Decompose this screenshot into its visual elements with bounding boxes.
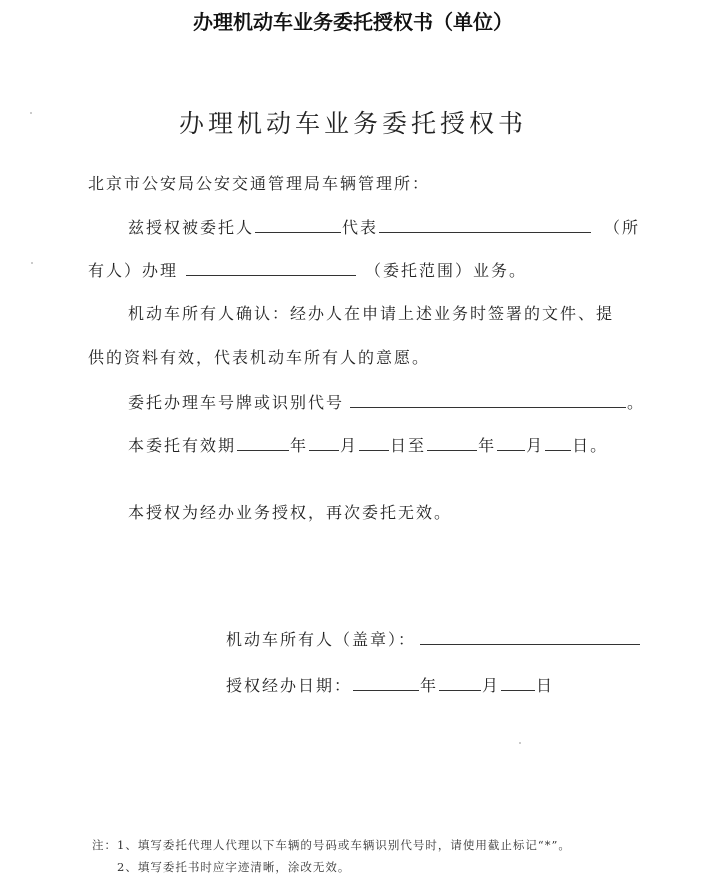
para1-suffix: （所 <box>604 218 641 237</box>
end-day-unit: 日。 <box>572 436 609 455</box>
date-year-unit: 年 <box>420 676 439 695</box>
date-year-field[interactable] <box>353 675 419 691</box>
plate-label: 委托办理车号牌或识别代号 <box>128 393 345 412</box>
plate-line <box>128 390 645 413</box>
date-line <box>226 673 554 696</box>
note-2: 2、填写委托书时应字迹清晰，涂改无效。 <box>117 860 351 874</box>
owner-seal-label: 机动车所有人（盖章）： <box>226 630 417 649</box>
start-day-to: 日至 <box>390 436 427 455</box>
owner-seal-line <box>226 627 641 650</box>
scan-speck <box>519 742 521 744</box>
date-day-field[interactable] <box>501 675 535 691</box>
para1-line2-prefix: 有人）办理 <box>88 261 179 280</box>
para1-prefix: 兹授权被委托人 <box>128 218 255 237</box>
start-day-field[interactable] <box>359 435 389 451</box>
confirmation-line-1: 机动车所有人确认：经办人在申请上述业务时签署的文件、提 <box>128 304 615 323</box>
para1-represent: 代表 <box>342 218 379 237</box>
end-year-field[interactable] <box>427 435 477 451</box>
validity-label: 本委托有效期 <box>128 436 237 455</box>
authorization-line-1 <box>128 215 640 238</box>
agent-name-field[interactable] <box>255 217 341 233</box>
owner-name-field[interactable] <box>379 217 591 233</box>
owner-seal-field[interactable] <box>420 629 640 645</box>
end-month-field[interactable] <box>497 435 525 451</box>
confirmation-line-2: 供的资料有效，代表机动车所有人的意愿。 <box>88 348 431 367</box>
note-1: 注：1、填写委托代理人代理以下车辆的号码或车辆识别代号时，请使用截止标记“*”。 <box>92 838 571 852</box>
start-month-field[interactable] <box>309 435 339 451</box>
scan-speck <box>30 112 32 114</box>
document-title: 办理机动车业务委托授权书 <box>178 109 527 138</box>
end-year-unit: 年 <box>478 436 497 455</box>
date-day-unit: 日 <box>536 676 555 695</box>
addressee: 北京市公安局公安交通管理局车辆管理所： <box>88 174 431 193</box>
end-day-field[interactable] <box>545 435 571 451</box>
page-headline: 办理机动车业务委托授权书（单位） <box>193 10 513 34</box>
authorization-line-2 <box>88 258 527 281</box>
end-month-unit: 月 <box>526 436 545 455</box>
statement: 本授权为经办业务授权，再次委托无效。 <box>128 503 453 522</box>
date-label: 授权经办日期： <box>226 676 353 695</box>
validity-line <box>128 433 608 456</box>
scan-speck <box>31 262 33 264</box>
business-scope-field[interactable] <box>186 260 356 276</box>
plate-suffix: 。 <box>627 393 646 412</box>
para1-line2-suffix: （委托范围）业务。 <box>365 261 528 280</box>
start-year-unit: 年 <box>290 436 309 455</box>
start-year-field[interactable] <box>237 435 289 451</box>
date-month-unit: 月 <box>482 676 501 695</box>
date-month-field[interactable] <box>439 675 481 691</box>
plate-number-field[interactable] <box>350 392 626 408</box>
start-month-unit: 月 <box>340 436 359 455</box>
